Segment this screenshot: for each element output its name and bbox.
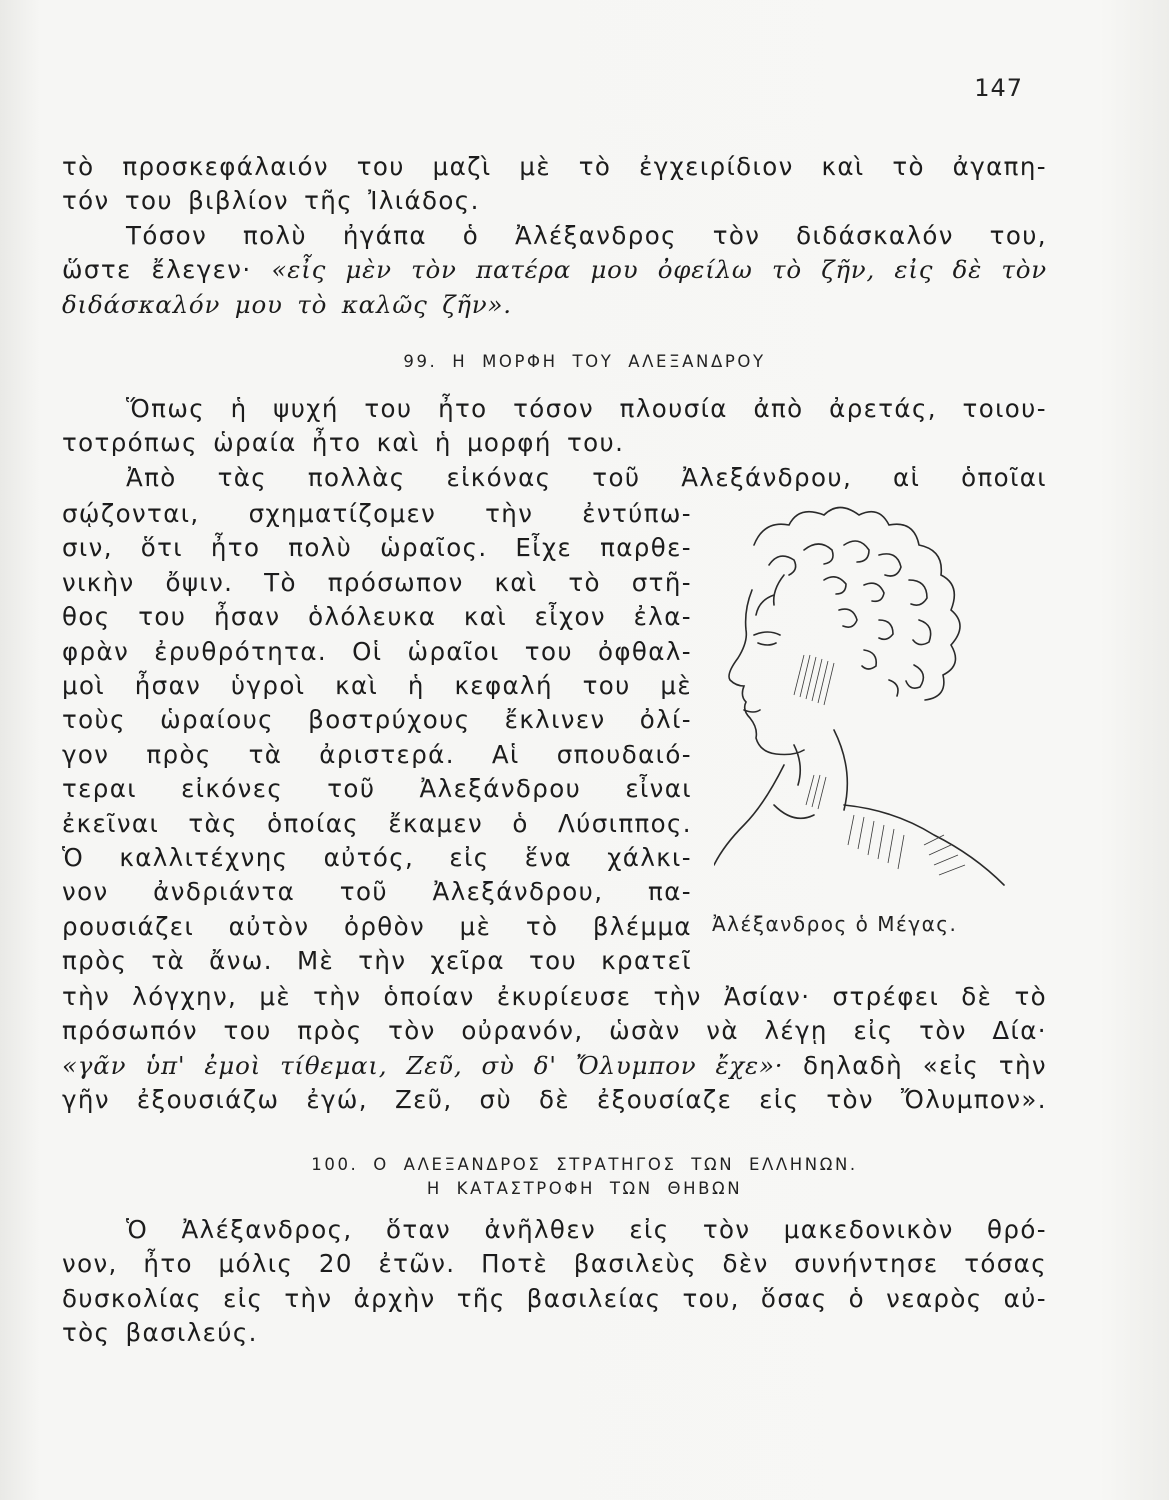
text-line: γον πρὸς τὰ ἀριστερά. Αἱ σπουδαιό-: [62, 739, 692, 769]
text-line: Ὁ Ἀλέξανδρος, ὅταν ἀνῆλθεν εἰς τὸν μακεδονικὸν θρό-: [126, 1215, 1047, 1244]
text-line: Ὅπως ἡ ψυχή του ἦτο τόσον πλουσία ἀπὸ ἀρετάς, τοιου-: [126, 394, 1047, 423]
text-line: τοὺς ὡραίους βοστρύχους ἔκλινεν ὀλί-: [62, 705, 692, 735]
text-line: τεραι εἰκόνες τοῦ Ἀλεξάνδρου εἶναι: [62, 774, 692, 804]
text-line: μοὶ ἦσαν ὑγροὶ καὶ ἡ κεφαλή του μὲ: [62, 671, 692, 701]
text-line: νικὴν ὄψιν. Τὸ πρόσωπον καὶ τὸ στῆ-: [62, 567, 692, 597]
paragraph-wrapped: [62, 497, 692, 979]
heading-line: Η ΚΑΤΑΣΤΡΟΦΗ ΤΩΝ ΘΗΒΩΝ: [426, 1179, 743, 1198]
text-line: Ἀπὸ τὰς πολλὰς εἰκόνας τοῦ Ἀλεξάνδρου, αἱ ὁποῖαι: [126, 462, 1047, 492]
text-line: θος του ἦσαν ὁλόλευκα καὶ εἶχον ἐλα-: [62, 602, 692, 632]
paragraph-spear: [62, 980, 1047, 1118]
text-line: Τόσον πολὺ ἠγάπα ὁ Ἀλέξανδρος τὸν διδάσκαλόν του,: [126, 220, 1047, 250]
text-line: πρόσωπόν του πρὸς τὸν οὐρανόν, ὡσὰν νὰ λέγῃ εἰς τὸν Δία·: [62, 1016, 1047, 1046]
paragraph-iliad: [62, 150, 1047, 322]
text-line: ἐκεῖναι τὰς ὁποίας ἔκαμεν ὁ Λύσιππος.: [62, 808, 692, 838]
text-line: ρουσιάζει αὐτὸν ὀρθὸν μὲ τὸ βλέμμα: [62, 911, 692, 941]
text-line: πρὸς τὰ ἄνω. Μὲ τὴν χεῖρα του κρατεῖ: [62, 946, 692, 976]
text-line: τὸ προσκεφάλαιόν του μαζὶ μὲ τὸ ἐγχειρίδιον καὶ τὸ ἀγαπη-: [62, 152, 1047, 181]
quote-span: «γᾶν ὑπ' ἐμοὶ τίθεμαι, Ζεῦ, σὺ δ' Ὄλυμπον ἔχε»·: [62, 1050, 784, 1080]
section-heading-100: [0, 1153, 1169, 1201]
text-line: δυσκολίας εἰς τὴν ἀρχὴν τῆς βασιλείας του, ὅσας ὁ νεαρὸς αὐ-: [62, 1283, 1047, 1313]
text-line: γῆν ἐξουσιάζω ἐγώ, Ζεῦ, σὺ δὲ ἐξουσίαζε εἰς τὸν Ὄλυμπον».: [62, 1085, 1047, 1115]
text-line: [62, 1049, 1047, 1083]
text-line: τὴν λόγχην, μὲ τὴν ὁποίαν ἐκυρίευσε τὴν Ἀσίαν· στρέφει δὲ τὸ: [62, 982, 1047, 1011]
text-line: νον ἀνδριάντα τοῦ Ἀλεξάνδρου, πα-: [62, 877, 692, 907]
text-line: σῴζονται, σχηματίζομεν τὴν ἐντύπω-: [62, 499, 692, 528]
portrait-caption: Ἀλέξανδρος ὁ Μέγας.: [712, 912, 958, 936]
heading-line: 100. Ο ΑΛΕΞΑΝΔΡΟΣ ΣΤΡΑΤΗΓΟΣ ΤΩΝ ΕΛΛΗΝΩΝ.: [311, 1155, 858, 1174]
text-line: τοτρόπως ὡραία ἦτο καὶ ἡ μορφή του.: [62, 428, 625, 458]
paragraph-appearance: [62, 392, 1047, 495]
section-heading-99: 99. Η ΜΟΡΦΗ ΤΟΥ ΑΛΕΞΑΝΔΡΟΥ: [403, 352, 766, 371]
paragraph-throne: [62, 1213, 1047, 1351]
text-span: ὥστε ἔλεγεν·: [62, 255, 252, 285]
text-line: τόν του βιβλίον τῆς Ἰλιάδος.: [62, 186, 480, 216]
quote-line: διδάσκαλόν μου τὸ καλῶς ζῆν».: [62, 289, 512, 319]
text-line: φρὰν ἐρυθρότητα. Οἱ ὡραῖοι του ὀφθαλ-: [62, 636, 692, 666]
text-line: τὸς βασιλεύς.: [62, 1318, 258, 1348]
text-line: σιν, ὅτι ἦτο πολὺ ὡραῖος. Εἶχε παρθε-: [62, 533, 692, 563]
quote-span: «εἶς μὲν τὸν πατέρα μου ὀφείλω τὸ ζῆν, εἰς δὲ τὸν: [271, 255, 1047, 285]
text-line: Ὁ καλλιτέχνης αὐτός, εἰς ἕνα χάλκι-: [62, 843, 692, 873]
text-span: δηλαδὴ «εἰς τὴν: [803, 1050, 1047, 1080]
text-line: [62, 253, 1047, 287]
page-number: 147: [974, 74, 1023, 102]
text-line: νον, ἦτο μόλις 20 ἐτῶν. Ποτὲ βασιλεὺς δὲν συνήντησε τόσας: [62, 1249, 1047, 1279]
alexander-portrait-illustration: [714, 505, 1034, 900]
